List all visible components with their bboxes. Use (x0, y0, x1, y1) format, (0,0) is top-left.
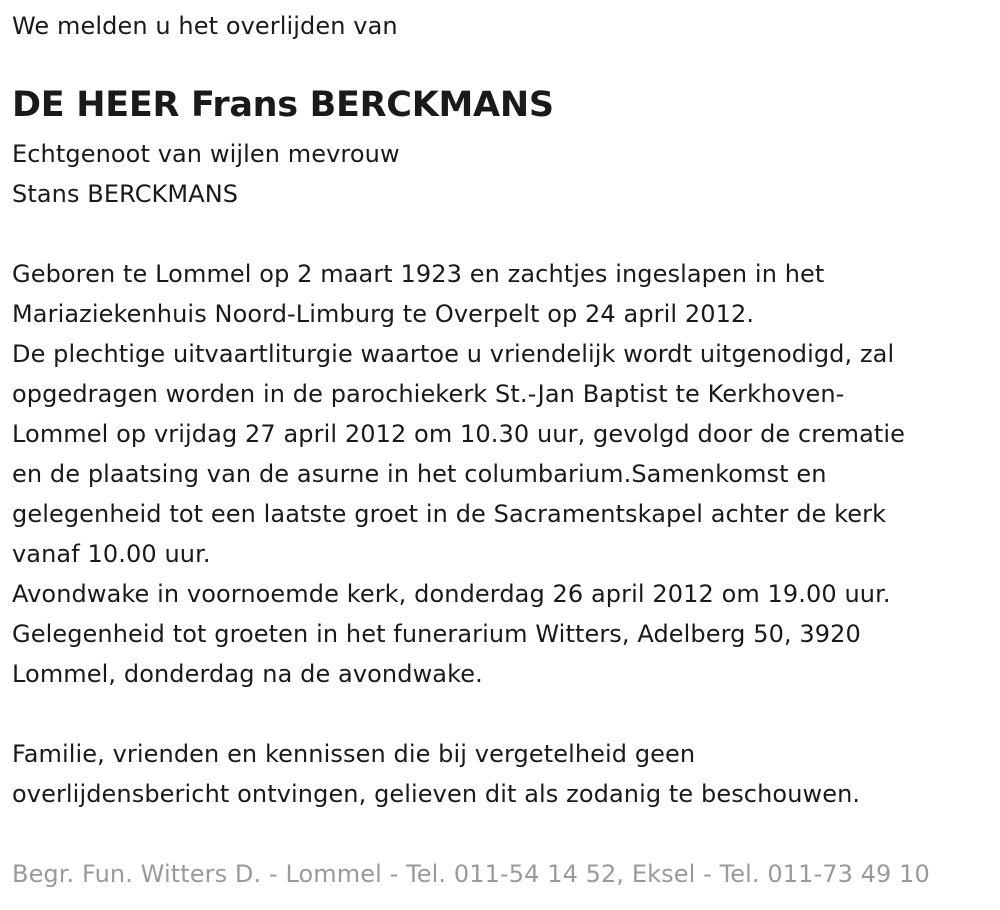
closing-line: Familie, vrienden en kennissen die bij vergetelheid geen (12, 740, 696, 768)
intro-text: We melden u het overlijden van (12, 12, 398, 40)
body-line: Gelegenheid tot groeten in het funerarium Witters, Adelberg 50, 3920 (12, 620, 861, 648)
spouse-line: Stans BERCKMANS (12, 180, 239, 208)
body-line: Geboren te Lommel op 2 maart 1923 en zachtjes ingeslapen in het (12, 260, 825, 288)
body-line: Mariaziekenhuis Noord-Limburg te Overpelt op 24 april 2012. (12, 300, 755, 328)
deceased-name: DE HEER Frans BERCKMANS (12, 85, 554, 125)
body-line: opgedragen worden in de parochiekerk St.-Jan Baptist te Kerkhoven- (12, 380, 845, 408)
spouse-block (12, 134, 400, 214)
body-line: Lommel, donderdag na de avondwake. (12, 660, 483, 688)
funeral-details (12, 254, 905, 694)
body-line: gelegenheid tot een laatste groet in de Sacramentskapel achter de kerk (12, 500, 887, 528)
spouse-line: Echtgenoot van wijlen mevrouw (12, 140, 400, 168)
body-line: vanaf 10.00 uur. (12, 540, 211, 568)
body-line: Avondwake in voornoemde kerk, donderdag 26 april 2012 om 19.00 uur. (12, 580, 891, 608)
closing-line: overlijdensbericht ontvingen, gelieven dit als zodanig te beschouwen. (12, 780, 861, 808)
closing-note (12, 734, 860, 814)
body-line: en de plaatsing van de asurne in het columbarium.Samenkomst en (12, 460, 827, 488)
body-line: De plechtige uitvaartliturgie waartoe u vriendelijk wordt uitgenodigd, zal (12, 340, 895, 368)
funeral-home-footer: Begr. Fun. Witters D. - Lommel - Tel. 011-54 14 52, Eksel - Tel. 011-73 49 10 (12, 860, 930, 888)
body-line: Lommel op vrijdag 27 april 2012 om 10.30 uur, gevolgd door de crematie (12, 420, 906, 448)
